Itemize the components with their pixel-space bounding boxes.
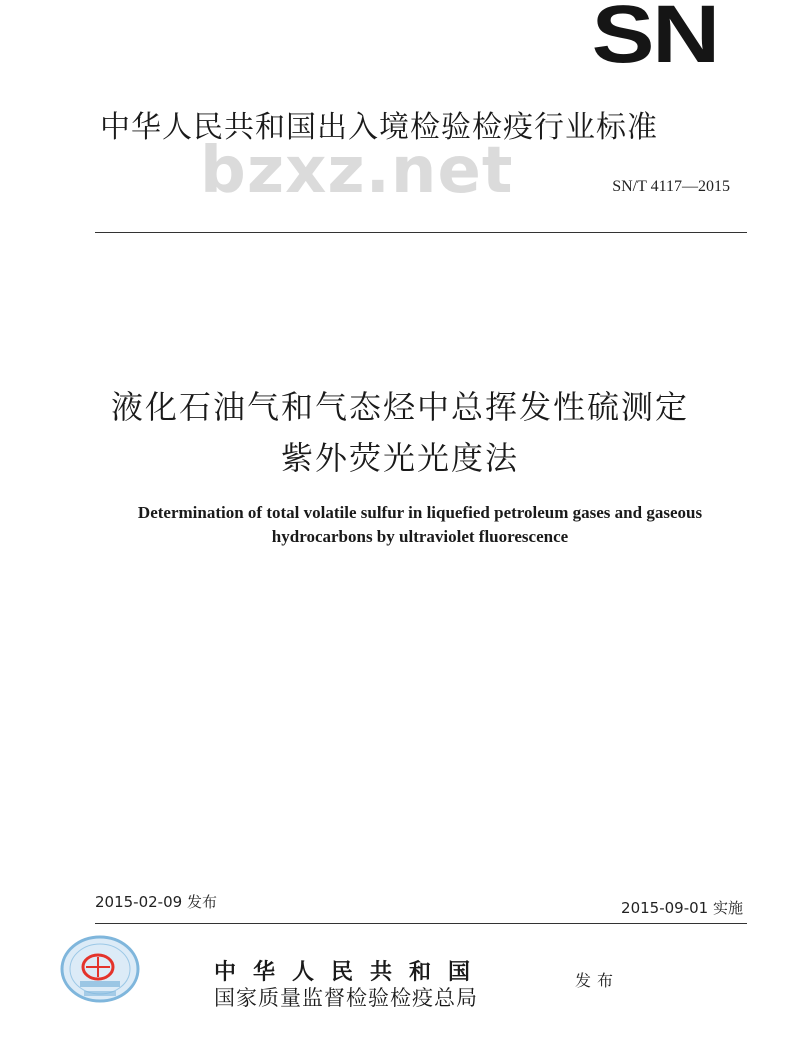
title-english-line-2: hydrocarbons by ultraviolet fluorescence <box>271 527 569 546</box>
issue-date: 2015-02-09 发布 <box>95 893 217 911</box>
title-english-line-1: Determination of total volatile sulfur in liquefied petroleum gases and gaseous <box>137 503 703 522</box>
title-chinese-line-1: 液化石油气和气态烃中总挥发性硫测定 <box>110 388 689 426</box>
standard-number: SN/T 4117—2015 <box>612 178 730 195</box>
top-divider <box>95 232 747 233</box>
title-chinese-line-2: 紫外荧光光度法 <box>280 439 519 477</box>
publisher-line-1: 中华人民共和国 <box>214 959 488 985</box>
bottom-divider <box>95 923 747 924</box>
anti-counterfeit-seal-icon <box>60 935 140 1003</box>
header-title: 中华人民共和国出入境检验检疫行业标准 <box>100 110 658 145</box>
sn-logo: SN <box>591 0 718 80</box>
publisher-line-2: 国家质量监督检验检疫总局 <box>214 986 478 1010</box>
implementation-date: 2015-09-01 实施 <box>621 899 743 917</box>
watermark: bzxz.net <box>200 134 514 208</box>
publisher-action: 发布 <box>575 971 620 990</box>
